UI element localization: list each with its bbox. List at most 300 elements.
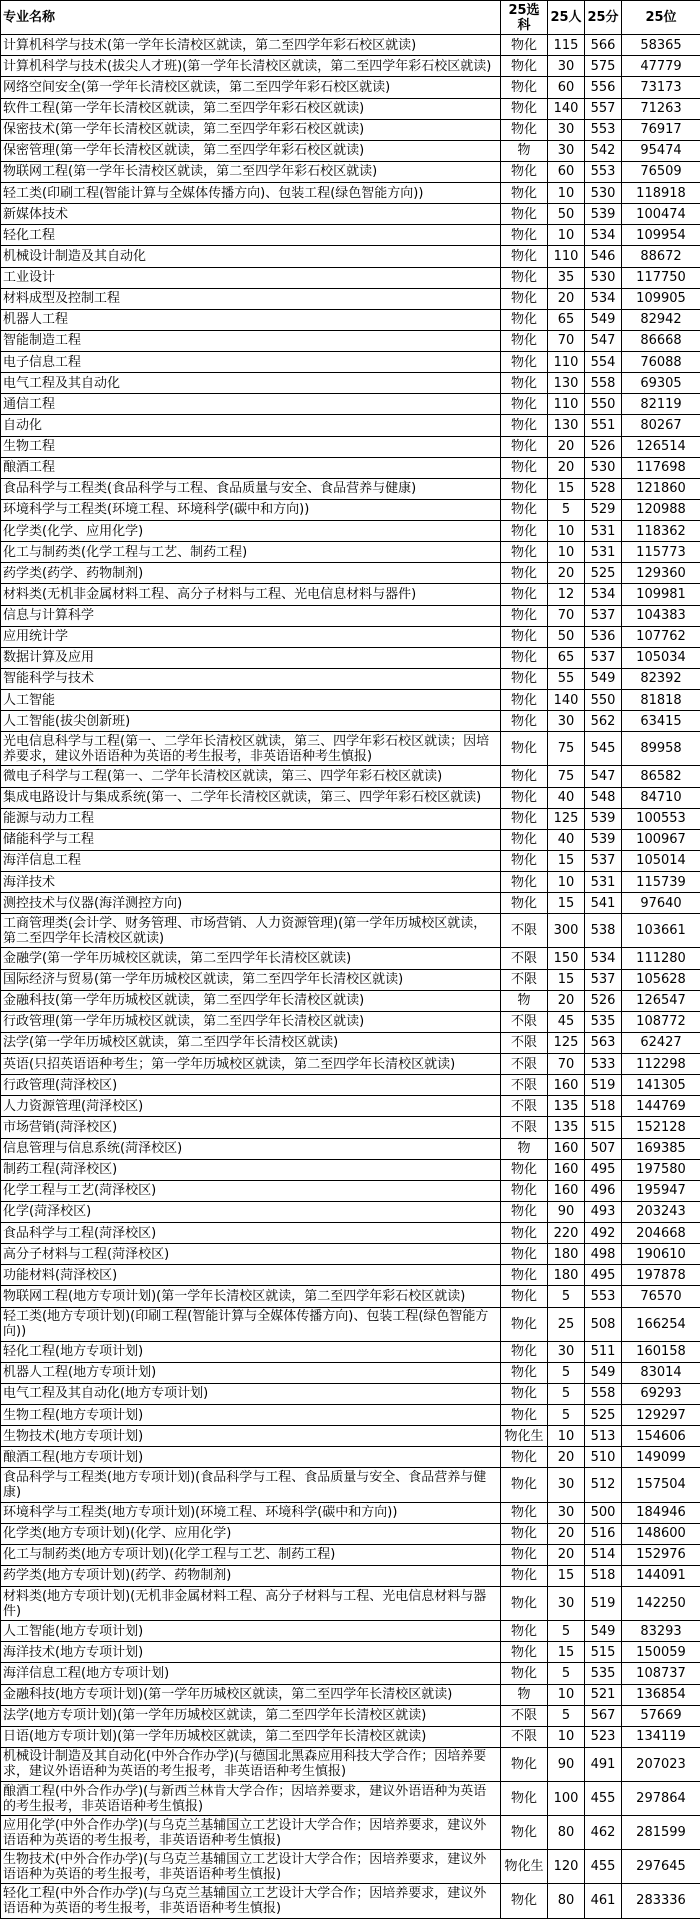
table-row: [1, 183, 700, 204]
rank-cell: 83014: [622, 1362, 700, 1383]
table-row: [1, 808, 700, 829]
score-cell: 556: [585, 77, 622, 98]
rank-cell: 76570: [622, 1286, 700, 1307]
table-row: [1, 98, 700, 119]
enrollment-cell: 5: [548, 1405, 585, 1426]
enrollment-cell: 80: [548, 1884, 585, 1918]
score-cell: 518: [585, 1096, 622, 1117]
major-name-cell: 信息与计算科学: [1, 605, 501, 626]
rank-cell: 97640: [622, 893, 700, 914]
table-row: [1, 225, 700, 246]
subject-cell: 物化: [501, 161, 548, 182]
subject-cell: 物化: [501, 1816, 548, 1850]
score-cell: 549: [585, 1362, 622, 1383]
major-name-cell: 食品科学与工程(菏泽校区): [1, 1223, 501, 1244]
rank-cell: 149099: [622, 1447, 700, 1468]
subject-cell: 物化: [501, 1468, 548, 1502]
score-cell: 575: [585, 56, 622, 77]
table-row: [1, 605, 700, 626]
enrollment-cell: 5: [548, 1383, 585, 1404]
major-name-cell: 环境科学与工程类(环境工程、环境科学(碳中和方向)): [1, 499, 501, 520]
major-name-cell: 计算机科学与技术(第一学年长清校区就读，第二至四学年彩石校区就读): [1, 35, 501, 56]
table-row: [1, 647, 700, 668]
enrollment-cell: 55: [548, 668, 585, 689]
enrollment-cell: 110: [548, 394, 585, 415]
score-cell: 455: [585, 1782, 622, 1816]
subject-cell: 物化: [501, 647, 548, 668]
rank-cell: 100553: [622, 808, 700, 829]
score-cell: 514: [585, 1544, 622, 1565]
enrollment-cell: 70: [548, 1054, 585, 1075]
rank-cell: 142250: [622, 1587, 700, 1621]
table-row: [1, 1747, 700, 1781]
major-name-cell: 海洋技术(地方专项计划): [1, 1642, 501, 1663]
enrollment-cell: 10: [548, 1684, 585, 1705]
enrollment-cell: 15: [548, 893, 585, 914]
rank-cell: 144769: [622, 1096, 700, 1117]
rank-cell: 86668: [622, 330, 700, 351]
table-row: [1, 787, 700, 808]
major-name-cell: 工商管理类(会计学、财务管理、市场营销、人力资源管理)(第一学年历城校区就读，第二至四学年长清校区就读): [1, 914, 501, 948]
major-name-cell: 人力资源管理(菏泽校区): [1, 1096, 501, 1117]
table-row: [1, 542, 700, 563]
rank-cell: 112298: [622, 1054, 700, 1075]
score-cell: 521: [585, 1684, 622, 1705]
major-name-cell: 生物技术(中外合作办学)(与乌克兰基辅国立工艺设计大学合作；因培养要求，建议外语语种为英语的考生报考，非英语语种考生慎报): [1, 1850, 501, 1884]
enrollment-cell: 30: [548, 140, 585, 161]
rank-cell: 126514: [622, 436, 700, 457]
score-cell: 542: [585, 140, 622, 161]
enrollment-cell: 125: [548, 808, 585, 829]
score-cell: 526: [585, 990, 622, 1011]
major-name-cell: 材料类(无机非金属材料工程、高分子材料与工程、光电信息材料与器件): [1, 584, 501, 605]
rank-cell: 109905: [622, 288, 700, 309]
major-name-cell: 市场营销(菏泽校区): [1, 1117, 501, 1138]
enrollment-cell: 35: [548, 267, 585, 288]
subject-cell: 物化: [501, 1544, 548, 1565]
table-row: [1, 626, 700, 647]
enrollment-cell: 10: [548, 1726, 585, 1747]
score-cell: 548: [585, 787, 622, 808]
score-cell: 546: [585, 246, 622, 267]
table-row: [1, 850, 700, 871]
score-cell: 512: [585, 1468, 622, 1502]
major-name-cell: 海洋技术: [1, 872, 501, 893]
subject-cell: 不限: [501, 969, 548, 990]
score-cell: 534: [585, 948, 622, 969]
table-row: [1, 1138, 700, 1159]
score-cell: 534: [585, 584, 622, 605]
rank-cell: 82119: [622, 394, 700, 415]
rank-cell: 81818: [622, 690, 700, 711]
enrollment-cell: 125: [548, 1032, 585, 1053]
subject-cell: 不限: [501, 1075, 548, 1096]
enrollment-cell: 30: [548, 1502, 585, 1523]
rank-cell: 69305: [622, 373, 700, 394]
rank-cell: 121860: [622, 478, 700, 499]
enrollment-cell: 70: [548, 605, 585, 626]
enrollment-cell: 160: [548, 1138, 585, 1159]
enrollment-cell: 5: [548, 1362, 585, 1383]
subject-cell: 物化: [501, 1341, 548, 1362]
enrollment-cell: 10: [548, 1426, 585, 1447]
subject-cell: 物化: [501, 1884, 548, 1918]
table-row: [1, 690, 700, 711]
table-row: [1, 1383, 700, 1404]
table-row: [1, 1544, 700, 1565]
subject-cell: 不限: [501, 1054, 548, 1075]
header-row: [1, 1, 700, 35]
major-name-cell: 人工智能(拔尖创新班): [1, 711, 501, 732]
major-name-cell: 药学类(药学、药物制剂): [1, 563, 501, 584]
major-name-cell: 轻化工程(地方专项计划): [1, 1341, 501, 1362]
major-name-cell: 网络空间安全(第一学年长清校区就读，第二至四学年彩石校区就读): [1, 77, 501, 98]
major-name-cell: 国际经济与贸易(第一学年历城校区就读，第二至四学年长清校区就读): [1, 969, 501, 990]
enrollment-cell: 10: [548, 183, 585, 204]
table-row: [1, 893, 700, 914]
score-cell: 492: [585, 1223, 622, 1244]
rank-cell: 117698: [622, 457, 700, 478]
rank-cell: 104383: [622, 605, 700, 626]
subject-cell: 物: [501, 990, 548, 1011]
enrollment-cell: 20: [548, 563, 585, 584]
enrollment-cell: 30: [548, 1468, 585, 1502]
subject-cell: 不限: [501, 1705, 548, 1726]
score-cell: 558: [585, 1383, 622, 1404]
subject-cell: 物化: [501, 766, 548, 787]
rank-cell: 105628: [622, 969, 700, 990]
score-cell: 496: [585, 1180, 622, 1201]
major-name-cell: 机械设计制造及其自动化: [1, 246, 501, 267]
major-name-cell: 化工与制药类(化学工程与工艺、制药工程): [1, 542, 501, 563]
rank-cell: 154606: [622, 1426, 700, 1447]
subject-cell: 物化: [501, 309, 548, 330]
enrollment-cell: 15: [548, 478, 585, 499]
rank-cell: 73173: [622, 77, 700, 98]
major-name-cell: 测控技术与仪器(海洋测控方向): [1, 893, 501, 914]
enrollment-cell: 160: [548, 1180, 585, 1201]
major-name-cell: 机械设计制造及其自动化(中外合作办学)(与德国北黑森应用科技大学合作；因培养要求，建议外语语种为英语的考生报考，非英语语种考生慎报): [1, 1747, 501, 1781]
enrollment-cell: 110: [548, 246, 585, 267]
rank-cell: 76509: [622, 161, 700, 182]
table-row: [1, 969, 700, 990]
score-cell: 567: [585, 1705, 622, 1726]
score-cell: 529: [585, 499, 622, 520]
score-cell: 531: [585, 521, 622, 542]
table-row: [1, 1223, 700, 1244]
table-row: [1, 1587, 700, 1621]
score-cell: 547: [585, 330, 622, 351]
table-row: [1, 711, 700, 732]
subject-cell: 物化: [501, 119, 548, 140]
enrollment-cell: 45: [548, 1011, 585, 1032]
rank-cell: 129297: [622, 1405, 700, 1426]
score-cell: 549: [585, 668, 622, 689]
subject-cell: 物化: [501, 1223, 548, 1244]
score-cell: 537: [585, 969, 622, 990]
major-name-cell: 酿酒工程: [1, 457, 501, 478]
major-name-cell: 自动化: [1, 415, 501, 436]
table-row: [1, 1621, 700, 1642]
table-row: [1, 1307, 700, 1341]
score-cell: 553: [585, 119, 622, 140]
rank-cell: 204668: [622, 1223, 700, 1244]
score-cell: 549: [585, 309, 622, 330]
major-name-cell: 生物工程: [1, 436, 501, 457]
table-row: [1, 668, 700, 689]
subject-cell: 物化: [501, 373, 548, 394]
score-cell: 507: [585, 1138, 622, 1159]
score-cell: 562: [585, 711, 622, 732]
rank-cell: 115739: [622, 872, 700, 893]
major-name-cell: 智能制造工程: [1, 330, 501, 351]
table-row: [1, 990, 700, 1011]
table-row: [1, 204, 700, 225]
subject-cell: 物化: [501, 98, 548, 119]
subject-cell: 物化: [501, 1405, 548, 1426]
rank-cell: 117750: [622, 267, 700, 288]
enrollment-cell: 120: [548, 1850, 585, 1884]
enrollment-cell: 30: [548, 119, 585, 140]
major-name-cell: 信息管理与信息系统(菏泽校区): [1, 1138, 501, 1159]
rank-cell: 84710: [622, 787, 700, 808]
rank-cell: 108737: [622, 1663, 700, 1684]
score-cell: 515: [585, 1642, 622, 1663]
subject-cell: 物化: [501, 1159, 548, 1180]
rank-cell: 80267: [622, 415, 700, 436]
major-name-cell: 法学(地方专项计划)(第一学年历城校区就读，第二至四学年长清校区就读): [1, 1705, 501, 1726]
subject-cell: 物化: [501, 787, 548, 808]
table-row: [1, 872, 700, 893]
major-name-cell: 海洋信息工程: [1, 850, 501, 871]
major-name-cell: 材料类(地方专项计划)(无机非金属材料工程、高分子材料与工程、光电信息材料与器件): [1, 1587, 501, 1621]
subject-cell: 物化: [501, 436, 548, 457]
rank-cell: 76917: [622, 119, 700, 140]
enrollment-cell: 40: [548, 787, 585, 808]
rank-cell: 100474: [622, 204, 700, 225]
subject-cell: 不限: [501, 1032, 548, 1053]
score-cell: 495: [585, 1159, 622, 1180]
rank-cell: 118918: [622, 183, 700, 204]
rank-cell: 100967: [622, 829, 700, 850]
table-row: [1, 394, 700, 415]
table-row: [1, 35, 700, 56]
enrollment-cell: 100: [548, 1782, 585, 1816]
subject-cell: 物化: [501, 732, 548, 766]
rank-cell: 57669: [622, 1705, 700, 1726]
rank-cell: 62427: [622, 1032, 700, 1053]
enrollment-cell: 30: [548, 1341, 585, 1362]
rank-cell: 207023: [622, 1747, 700, 1781]
rank-cell: 108772: [622, 1011, 700, 1032]
subject-cell: 物化: [501, 415, 548, 436]
major-name-cell: 金融科技(第一学年历城校区就读，第二至四学年长清校区就读): [1, 990, 501, 1011]
subject-cell: 物化: [501, 35, 548, 56]
score-cell: 537: [585, 605, 622, 626]
table-row: [1, 1405, 700, 1426]
major-name-cell: 化学类(化学、应用化学): [1, 521, 501, 542]
rank-cell: 105014: [622, 850, 700, 871]
enrollment-cell: 75: [548, 732, 585, 766]
rank-cell: 126547: [622, 990, 700, 1011]
subject-cell: 物化: [501, 478, 548, 499]
subject-cell: 物化: [501, 204, 548, 225]
subject-cell: 物化: [501, 246, 548, 267]
rank-cell: 195947: [622, 1180, 700, 1201]
table-row: [1, 119, 700, 140]
subject-cell: 物化: [501, 225, 548, 246]
enrollment-cell: 10: [548, 872, 585, 893]
major-name-cell: 储能科学与工程: [1, 829, 501, 850]
subject-cell: 物化: [501, 1747, 548, 1781]
score-cell: 539: [585, 204, 622, 225]
score-cell: 513: [585, 1426, 622, 1447]
subject-cell: 物化: [501, 1663, 548, 1684]
table-row: [1, 1782, 700, 1816]
table-row: [1, 309, 700, 330]
major-name-cell: 行政管理(菏泽校区): [1, 1075, 501, 1096]
rank-cell: 150059: [622, 1642, 700, 1663]
major-name-cell: 酿酒工程(中外合作办学)(与新西兰林肯大学合作；因培养要求，建议外语语种为英语的考生报考，非英语语种考生慎报): [1, 1782, 501, 1816]
subject-cell: 物化: [501, 1502, 548, 1523]
rank-cell: 82942: [622, 309, 700, 330]
subject-cell: 物化: [501, 1782, 548, 1816]
subject-cell: 物化: [501, 1565, 548, 1586]
major-name-cell: 人工智能(地方专项计划): [1, 1621, 501, 1642]
subject-cell: 物化: [501, 1180, 548, 1201]
score-cell: 557: [585, 98, 622, 119]
subject-cell: 不限: [501, 1117, 548, 1138]
enrollment-cell: 5: [548, 1663, 585, 1684]
table-row: [1, 1447, 700, 1468]
major-name-cell: 轻工类(地方专项计划)(印刷工程(智能计算与全媒体传播方向)、包装工程(绿色智能方向)): [1, 1307, 501, 1341]
rank-cell: 118362: [622, 521, 700, 542]
table-row: [1, 352, 700, 373]
major-name-cell: 应用统计学: [1, 626, 501, 647]
score-cell: 461: [585, 1884, 622, 1918]
table-row: [1, 1362, 700, 1383]
table-row: [1, 1286, 700, 1307]
score-cell: 537: [585, 850, 622, 871]
subject-cell: 物化: [501, 1307, 548, 1341]
score-cell: 553: [585, 1286, 622, 1307]
subject-cell: 物化: [501, 56, 548, 77]
enrollment-cell: 10: [548, 225, 585, 246]
score-cell: 525: [585, 1405, 622, 1426]
rank-cell: 109981: [622, 584, 700, 605]
major-name-cell: 海洋信息工程(地方专项计划): [1, 1663, 501, 1684]
enrollment-cell: 50: [548, 204, 585, 225]
major-name-cell: 保密技术(第一学年长清校区就读，第二至四学年彩石校区就读): [1, 119, 501, 140]
score-cell: 508: [585, 1307, 622, 1341]
subject-cell: 物化: [501, 605, 548, 626]
subject-cell: 物: [501, 1138, 548, 1159]
subject-cell: 物化: [501, 542, 548, 563]
header-score: 25分: [585, 1, 622, 35]
major-name-cell: 能源与动力工程: [1, 808, 501, 829]
subject-cell: 物化: [501, 1201, 548, 1222]
major-name-cell: 轻工类(印刷工程(智能计算与全媒体传播方向)、包装工程(绿色智能方向)): [1, 183, 501, 204]
table-row: [1, 267, 700, 288]
major-name-cell: 化学工程与工艺(菏泽校区): [1, 1180, 501, 1201]
subject-cell: 物化: [501, 394, 548, 415]
enrollment-cell: 20: [548, 457, 585, 478]
subject-cell: 物化: [501, 352, 548, 373]
rank-cell: 105034: [622, 647, 700, 668]
enrollment-cell: 150: [548, 948, 585, 969]
score-cell: 534: [585, 225, 622, 246]
table-row: [1, 436, 700, 457]
table-row: [1, 1244, 700, 1265]
subject-cell: 物化: [501, 1587, 548, 1621]
subject-cell: 物化: [501, 1523, 548, 1544]
table-row: [1, 1726, 700, 1747]
table-row: [1, 1663, 700, 1684]
table-row: [1, 478, 700, 499]
rank-cell: 115773: [622, 542, 700, 563]
subject-cell: 物化: [501, 690, 548, 711]
enrollment-cell: 20: [548, 1544, 585, 1565]
score-cell: 519: [585, 1075, 622, 1096]
subject-cell: 物化: [501, 457, 548, 478]
score-cell: 491: [585, 1747, 622, 1781]
subject-cell: 物化: [501, 1286, 548, 1307]
score-cell: 530: [585, 183, 622, 204]
enrollment-cell: 50: [548, 626, 585, 647]
table-row: [1, 140, 700, 161]
subject-cell: 物化: [501, 584, 548, 605]
enrollment-cell: 30: [548, 56, 585, 77]
header-rank: 25位: [622, 1, 700, 35]
major-name-cell: 化学(菏泽校区): [1, 1201, 501, 1222]
major-name-cell: 行政管理(第一学年历城校区就读，第二至四学年长清校区就读): [1, 1011, 501, 1032]
enrollment-cell: 25: [548, 1307, 585, 1341]
enrollment-cell: 90: [548, 1747, 585, 1781]
score-cell: 455: [585, 1850, 622, 1884]
score-cell: 498: [585, 1244, 622, 1265]
table-row: [1, 56, 700, 77]
subject-cell: 不限: [501, 1011, 548, 1032]
enrollment-cell: 60: [548, 77, 585, 98]
rank-cell: 107762: [622, 626, 700, 647]
major-name-cell: 化学类(地方专项计划)(化学、应用化学): [1, 1523, 501, 1544]
major-name-cell: 人工智能: [1, 690, 501, 711]
table-row: [1, 563, 700, 584]
major-name-cell: 功能材料(菏泽校区): [1, 1265, 501, 1286]
rank-cell: 144091: [622, 1565, 700, 1586]
enrollment-cell: 130: [548, 415, 585, 436]
rank-cell: 129360: [622, 563, 700, 584]
major-name-cell: 生物技术(地方专项计划): [1, 1426, 501, 1447]
score-cell: 531: [585, 542, 622, 563]
table-row: [1, 732, 700, 766]
table-row: [1, 1341, 700, 1362]
major-name-cell: 食品科学与工程类(地方专项计划)(食品科学与工程、食品质量与安全、食品营养与健康): [1, 1468, 501, 1502]
table-row: [1, 288, 700, 309]
table-row: [1, 914, 700, 948]
table-row: [1, 1159, 700, 1180]
table-row: [1, 1816, 700, 1850]
enrollment-cell: 15: [548, 1642, 585, 1663]
subject-cell: 不限: [501, 914, 548, 948]
score-cell: 537: [585, 647, 622, 668]
table-row: [1, 1011, 700, 1032]
score-cell: 516: [585, 1523, 622, 1544]
table-row: [1, 246, 700, 267]
header-subject: 25选科: [501, 1, 548, 35]
subject-cell: 物化: [501, 1642, 548, 1663]
enrollment-cell: 5: [548, 1705, 585, 1726]
